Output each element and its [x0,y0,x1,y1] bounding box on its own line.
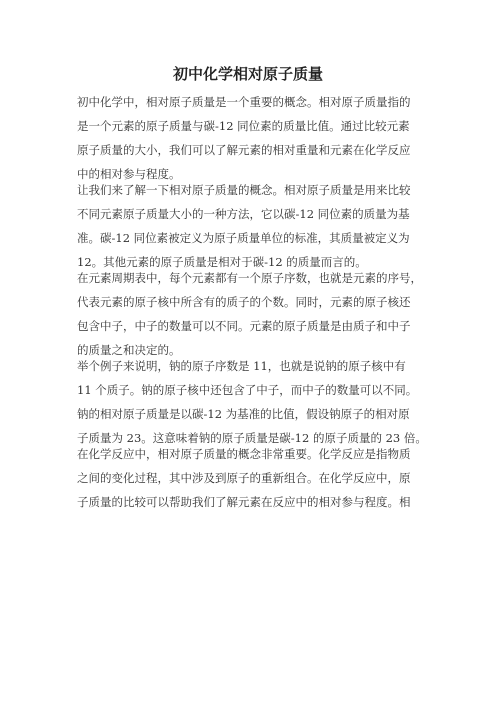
paragraph-line: 代表元素的原子核中所含有的质子的个数。同时，元素的原子核还 [77,295,411,309]
paragraph-line: 之间的变化过程，其中涉及到原子的重新组合。在化学反应中，原 [77,471,411,485]
paragraph-line: 12。其他元素的原子质量是相对于碳-12 的质量而言的。 [77,255,367,269]
paragraph-line: 不同元素原子质量大小的一种方法，它以碳-12 同位素的质量为基 [77,207,410,221]
paragraph-line: 在元素周期表中，每个元素都有一个原子序数，也就是元素的序号， [77,271,422,285]
paragraph-5 [77,442,431,514]
paragraph-line: 在化学反应中，相对原子质量的概念非常重要。化学反应是指物质 [77,447,411,461]
paragraph-line: 原子质量的大小，我们可以了解元素的相对重量和元素在化学反应 [77,143,411,157]
paragraph-line: 子质量为 23。这意味着钠的原子质量是碳-12 的原子质量的 23 倍。 [77,431,427,445]
paragraph-line: 中的相对参与程度。 [77,167,181,181]
paragraph-line: 准。碳-12 同位素被定义为原子质量单位的标准，其质量被定义为 [77,231,410,245]
paragraph-1 [77,90,431,186]
paragraph-line: 包含中子，中子的数量可以不同。元素的原子质量是由质子和中子 [77,319,411,333]
paragraph-line: 初中化学中，相对原子质量是一个重要的概念。相对原子质量指的 [77,95,411,109]
paragraph-line: 让我们来了解一下相对原子质量的概念。相对原子质量是用来比较 [77,183,411,197]
paragraph-4 [77,354,431,450]
paragraph-line: 钠的相对原子质量是以碳-12 为基准的比值，假设钠原子的相对原 [77,407,410,421]
paragraph-line: 的质量之和决定的。 [77,343,181,357]
paragraph-line: 是一个元素的原子质量与碳-12 同位素的质量比值。通过比较元素 [77,119,410,133]
document-title: 初中化学相对原子质量 [172,65,323,83]
paragraph-3 [77,266,431,362]
paragraph-line: 举个例子来说明，钠的原子序数是 11，也就是说钠的原子核中有 [77,359,406,373]
paragraph-line: 11 个质子。钠的原子核中还包含了中子，而中子的数量可以不同。 [77,383,418,397]
paragraph-line: 子质量的比较可以帮助我们了解元素在反应中的相对参与程度。相 [77,495,411,509]
paragraph-2 [77,178,431,274]
